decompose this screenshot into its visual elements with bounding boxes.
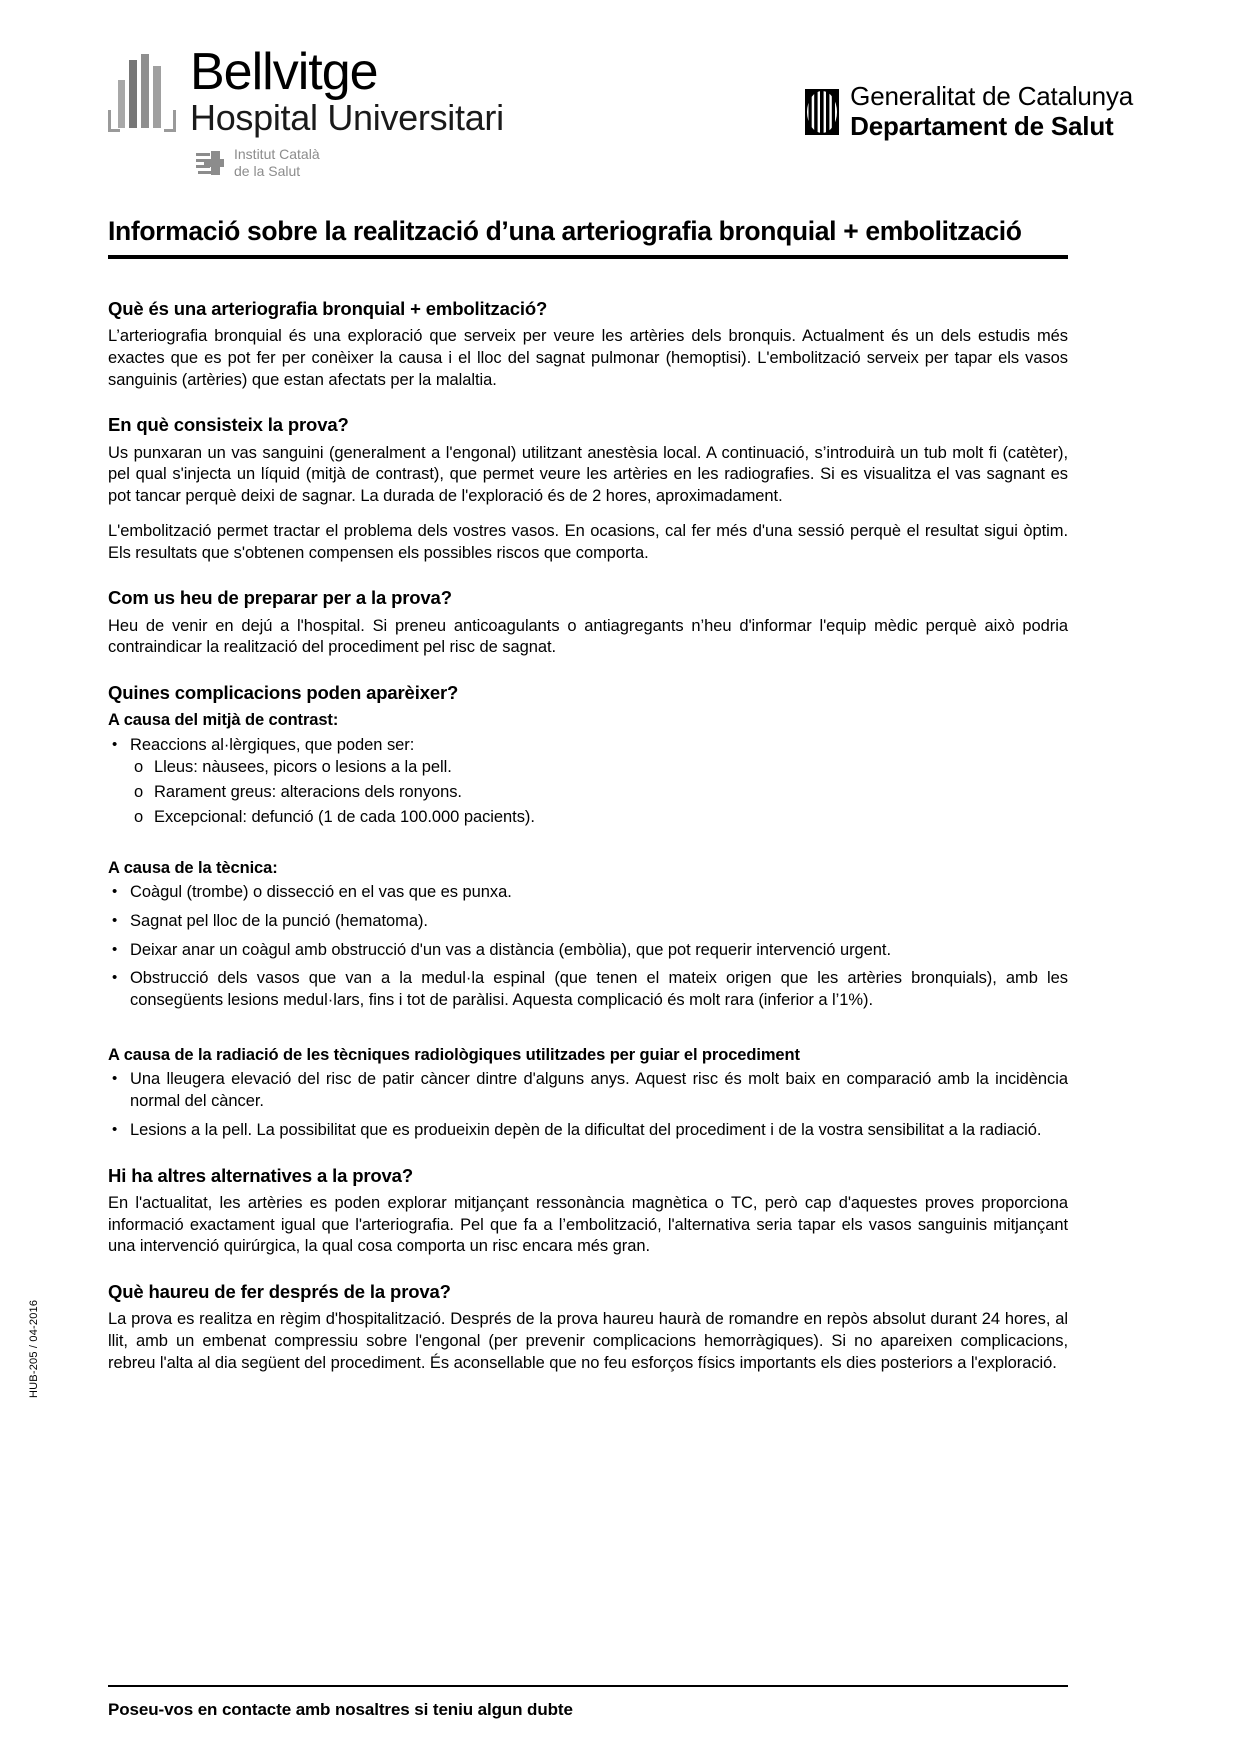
document-body (108, 275, 1068, 1377)
paragraph-what-consists-2: L'embolització permet tractar el problema dels vostres vasos. En ocasions, cal fer més d'una sessió perquè el resultat sigui òptim. Els resultats que s'obtenen compensen els possibles riscos que comporta. (108, 521, 1068, 562)
paragraph-what-consists-1: Us punxaran un vas sanguini (generalment a l'engonal) utilitzant anestèsia local. A continuació, s’introduirà un tub molt fi (catèter), pel qual s'injecta un líquid (mitjà de contrast), que permet veure les artèries en les radiografies. Si es visualitza el vas sagnant es pot tancar perquè deixi de sagnar. La durada de l'exploració és de 2 hores, aproximadament. (108, 443, 1068, 506)
bellvitge-name: Bellvitge (190, 43, 378, 101)
list-item: o Excepcional: defunció (1 de cada 100.000 pacients). (108, 807, 1068, 829)
document-header (0, 0, 1241, 196)
list-item: • Sagnat pel lloc de la punció (hematoma). (108, 911, 1068, 933)
generalitat-logo (805, 82, 1133, 142)
catalonia-shield-icon (805, 89, 839, 135)
page-title: Informació sobre la realització d’una arteriografia bronquial + embolització (108, 216, 1022, 246)
sub-bullet-list-contrast (108, 757, 1068, 828)
ics-cross-icon (196, 149, 226, 177)
bellvitge-subtitle: Hospital Universitari (190, 97, 504, 138)
bullet-list-radiation (108, 1069, 1068, 1141)
institut-catala-salut-logo (196, 146, 320, 179)
generalitat-line-2: Departament de Salut (850, 110, 1114, 141)
ics-line-2: de la Salut (234, 162, 301, 179)
subheading-technique: A causa de la tècnica: (108, 858, 278, 877)
ics-line-1: Institut Català (234, 146, 320, 162)
list-item: • Reaccions al·lèrgiques, que poden ser: (108, 735, 1068, 757)
bullet-list-contrast (108, 735, 1068, 757)
subheading-contrast: A causa del mitjà de contrast: (108, 711, 339, 730)
section-heading-what-consists: En què consisteix la prova? (108, 414, 349, 436)
list-item: • Una lleugera elevació del risc de patir càncer dintre d'alguns anys. Aquest risc és molt baix en comparació amb la incidència normal del càncer. (108, 1069, 1068, 1113)
footer-contact-note: Poseu-vos en contacte amb nosaltres si teniu algun dubte (108, 1700, 573, 1719)
paragraph-alternatives: En l'actualitat, les artèries es poden explorar mitjançant ressonància magnètica o TC, però cap d'aquestes proves proporciona informació exactament igual que l'arteriografia. Pel que fa a l’embolització, l'alternativa seria tapar els vasos sanguinis mitjançant una intervenció quirúrgica, la qual cosa comporta un risc encara més gran. (108, 1193, 1068, 1256)
section-heading-complications: Quines complicacions poden aparèixer? (108, 682, 459, 704)
list-item: • Deixar anar un coàgul amb obstrucció d'un vas a distància (embòlia), que pot requerir intervenció urgent. (108, 940, 1068, 962)
list-item: • Obstrucció dels vasos que van a la medul·la espinal (que tenen el mateix origen que les artèries bronquials), amb les consegüents lesions medul·lars, fins i tot de paràlisi. Aquesta complicació és molt rara (inferior a l’1%). (108, 968, 1068, 1012)
list-item: • Coàgul (trombe) o dissecció en el vas que es punxa. (108, 882, 1068, 904)
section-heading-what-is: Què és una arteriografia bronquial + embolització? (108, 298, 548, 319)
bullet-list-technique (108, 882, 1068, 1012)
paragraph-what-is: L’arteriografia bronquial és una exploració que serveix per veure les artèries dels bronquis. Actualment és un dels estudis més exactes que es pot fer per conèixer la causa i el lloc del sagnat pulmonar (hemoptisi). L'embolització serveix per tapar els vasos sanguinis (artèries) que estan afectats per la malaltia. (108, 327, 1068, 389)
document-reference-code: HUB-205 / 04-2016 (28, 1299, 40, 1398)
generalitat-line-1: Generalitat de Catalunya (850, 81, 1133, 111)
bellvitge-towers-icon (108, 54, 176, 138)
section-heading-preparation: Com us heu de preparar per a la prova? (108, 587, 452, 609)
bellvitge-logo (108, 43, 504, 138)
list-item: • Lesions a la pell. La possibilitat que es produeixin depèn de la dificultat del procediment i de la vostra sensibilitat a la radiació. (108, 1120, 1068, 1142)
paragraph-preparation: Heu de venir en dejú a l'hospital. Si preneu anticoagulants o antiagregants n’heu d'informar l'equip mèdic perquè això podria contraindicar la realització del procediment pel risc de sagnat. (108, 616, 1068, 657)
section-heading-after: Què haureu de fer després de la prova? (108, 1281, 451, 1303)
footer-divider (108, 1685, 1068, 1687)
title-divider (108, 255, 1068, 259)
list-item: o Rarament greus: alteracions dels ronyons. (108, 782, 1068, 804)
paragraph-after: La prova es realitza en règim d'hospitalització. Després de la prova haureu haurà de romandre en repòs absolut durant 24 hores, al llit, amb un embenat compressiu sobre l'engonal (per prevenir complicacions hemorràgiques). Si no apareixen complicacions, rebreu l'alta al dia següent del procediment. És aconsellable que no feu esforços físics importants els dies posteriors a l'exploració. (108, 1310, 1068, 1372)
list-item: o Lleus: nàusees, picors o lesions a la pell. (108, 757, 1068, 779)
subheading-radiation: A causa de la radiació de les tècniques radiològiques utilitzades per guiar el procediment (108, 1045, 800, 1064)
section-heading-alternatives: Hi ha altres alternatives a la prova? (108, 1164, 413, 1186)
